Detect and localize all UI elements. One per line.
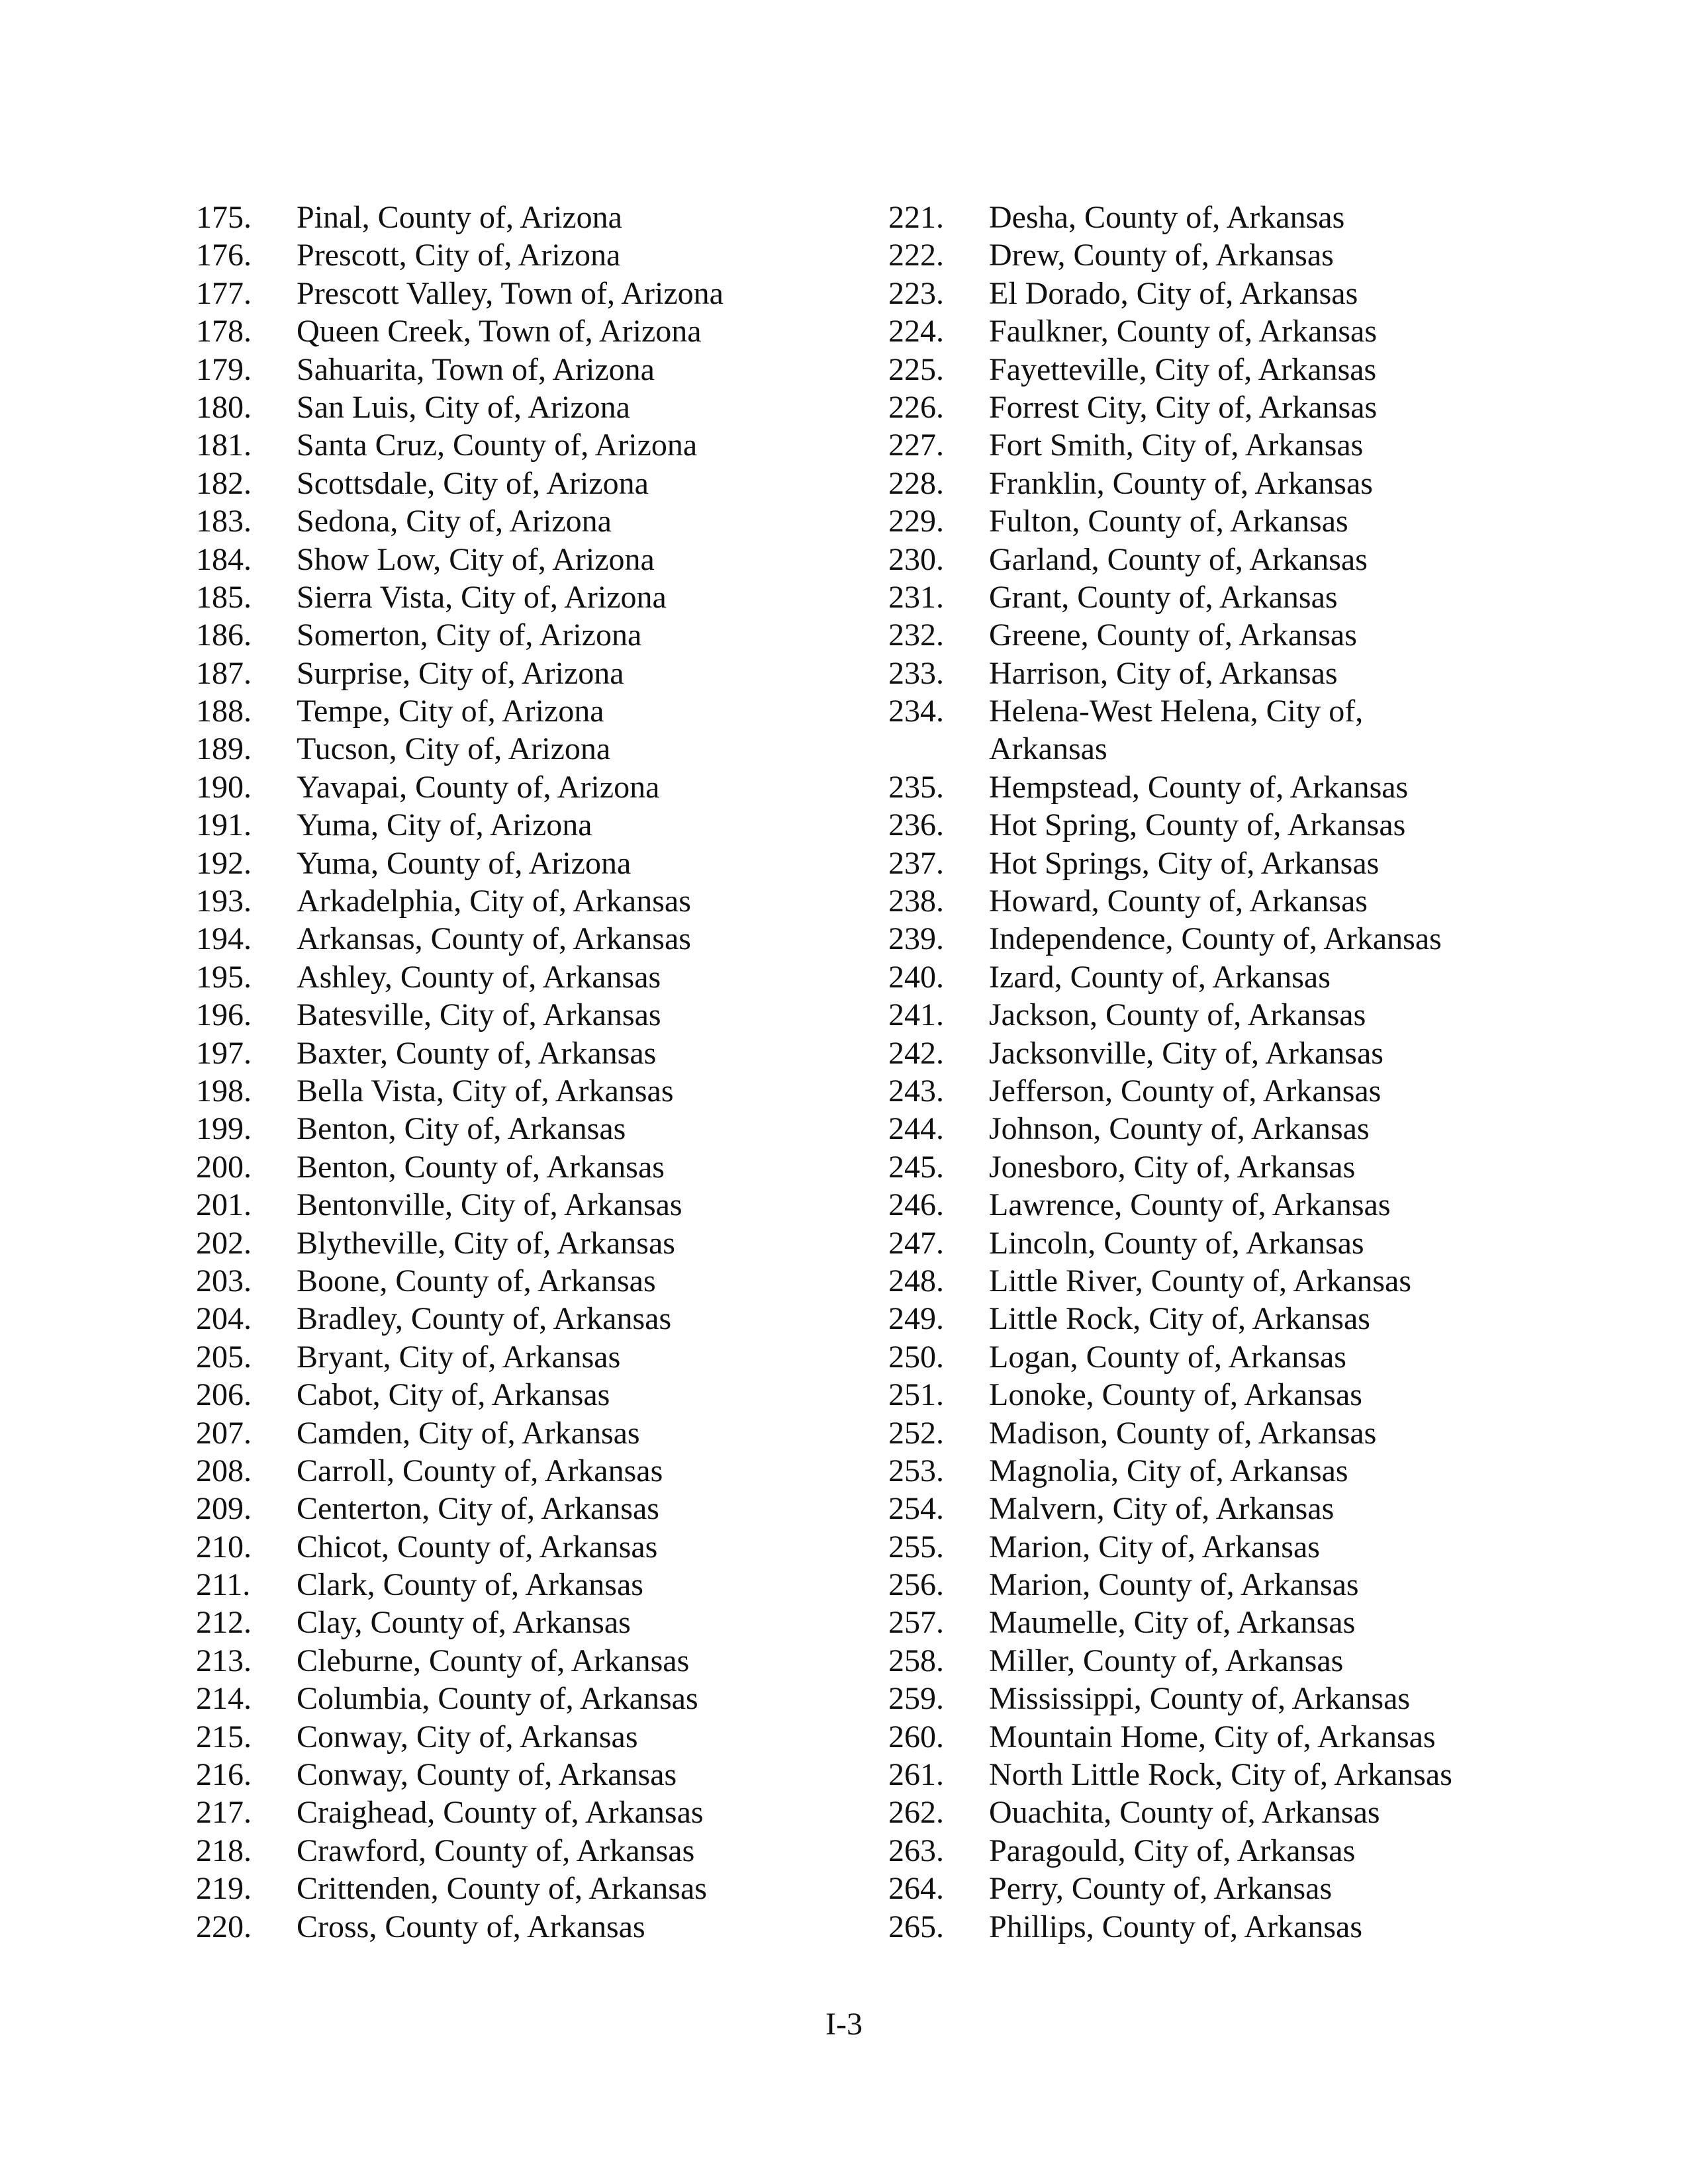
item-number: 222.: [888, 238, 944, 273]
item-name: Sedona, City of, Arizona: [297, 504, 612, 539]
item-number: 192.: [196, 845, 252, 881]
item-name: Jacksonville, City of, Arkansas: [989, 1035, 1383, 1071]
item-name: Logan, County of, Arkansas: [989, 1339, 1346, 1375]
item-number: 258.: [888, 1643, 944, 1678]
item-name: Hot Springs, City of, Arkansas: [989, 845, 1380, 881]
list-item: [888, 1528, 1557, 1566]
list-item: [888, 1414, 1557, 1452]
item-name: Crittenden, County of, Arkansas: [297, 1871, 707, 1907]
list-item: [196, 958, 858, 996]
item-name: Bella Vista, City of, Arkansas: [297, 1073, 674, 1109]
item-number: 264.: [888, 1871, 944, 1907]
item-name: Independence, County of, Arkansas: [989, 921, 1442, 957]
item-name: Prescott Valley, Town of, Arizona: [297, 275, 724, 311]
item-name: Tucson, City of, Arizona: [297, 731, 611, 767]
list-item: [888, 1490, 1557, 1527]
item-name: Craighead, County of, Arkansas: [297, 1795, 704, 1831]
list-item: [888, 958, 1557, 996]
list-item: [888, 1376, 1557, 1414]
list-item: [888, 1338, 1557, 1376]
list-item: [196, 616, 858, 654]
item-name: Harrison, City of, Arkansas: [989, 655, 1338, 691]
list-item: [196, 1034, 858, 1072]
item-number: 241.: [888, 997, 944, 1033]
list-item: [888, 275, 1557, 312]
item-name: Drew, County of, Arkansas: [989, 238, 1334, 273]
left-column-list: [196, 199, 858, 1946]
item-name: Jonesboro, City of, Arkansas: [989, 1149, 1356, 1185]
item-number: 187.: [196, 655, 252, 691]
item-number: 180.: [196, 389, 252, 425]
list-item: [888, 388, 1557, 426]
item-number: 234.: [888, 694, 944, 729]
item-number: 220.: [196, 1909, 252, 1944]
list-item: [196, 312, 858, 350]
list-item: [888, 502, 1557, 540]
list-item: [196, 1300, 858, 1338]
item-name: Jackson, County of, Arkansas: [989, 997, 1366, 1033]
item-number: 204.: [196, 1301, 252, 1337]
list-item: [196, 578, 858, 616]
item-name: Sierra Vista, City of, Arizona: [297, 579, 667, 615]
item-number: 197.: [196, 1035, 252, 1071]
item-number: 242.: [888, 1035, 944, 1071]
item-name: Arkansas, County of, Arkansas: [297, 921, 691, 957]
list-item: [888, 692, 1557, 768]
item-number: 177.: [196, 275, 252, 311]
list-item: [196, 806, 858, 844]
list-item: [196, 1262, 858, 1300]
list-item: [888, 1072, 1557, 1110]
list-item: [888, 351, 1557, 388]
item-name: Garland, County of, Arkansas: [989, 541, 1368, 577]
item-number: 257.: [888, 1605, 944, 1641]
item-number: 250.: [888, 1339, 944, 1375]
item-name: Magnolia, City of, Arkansas: [989, 1453, 1348, 1488]
item-name: Perry, County of, Arkansas: [989, 1871, 1333, 1907]
item-name: Tempe, City of, Arizona: [297, 694, 604, 729]
item-number: 249.: [888, 1301, 944, 1337]
item-name: Mississippi, County of, Arkansas: [989, 1681, 1411, 1717]
item-number: 194.: [196, 921, 252, 957]
item-number: 233.: [888, 655, 944, 691]
item-name: Hempstead, County of, Arkansas: [989, 769, 1409, 805]
item-name: Conway, City of, Arkansas: [297, 1719, 638, 1754]
item-number: 223.: [888, 275, 944, 311]
item-number: 263.: [888, 1833, 944, 1868]
item-number: 253.: [888, 1453, 944, 1488]
item-name: Fayetteville, City of, Arkansas: [989, 351, 1377, 387]
list-item: [196, 1186, 858, 1224]
list-item: [196, 1756, 858, 1794]
item-name: Scottsdale, City of, Arizona: [297, 465, 649, 501]
list-item: [196, 1148, 858, 1186]
item-name: Desha, County of, Arkansas: [989, 200, 1345, 235]
item-number: 260.: [888, 1719, 944, 1754]
item-number: 230.: [888, 541, 944, 577]
list-item: [888, 1262, 1557, 1300]
item-name: Arkadelphia, City of, Arkansas: [297, 884, 691, 919]
item-number: 221.: [888, 200, 944, 235]
list-item: [888, 236, 1557, 274]
item-name: Carroll, County of, Arkansas: [297, 1453, 663, 1488]
list-item: [196, 1794, 858, 1831]
item-number: 200.: [196, 1149, 252, 1185]
list-item: [888, 312, 1557, 350]
item-number: 183.: [196, 504, 252, 539]
item-number: 175.: [196, 200, 252, 235]
item-number: 261.: [888, 1757, 944, 1793]
item-name: Show Low, City of, Arizona: [297, 541, 655, 577]
item-number: 238.: [888, 884, 944, 919]
item-name: Queen Creek, Town of, Arizona: [297, 314, 702, 349]
item-number: 209.: [196, 1491, 252, 1527]
item-number: 211.: [196, 1567, 251, 1603]
item-number: 186.: [196, 617, 252, 653]
item-name: Columbia, County of, Arkansas: [297, 1681, 698, 1717]
item-number: 201.: [196, 1187, 252, 1223]
item-number: 218.: [196, 1833, 252, 1868]
item-number: 229.: [888, 504, 944, 539]
item-name: Lonoke, County of, Arkansas: [989, 1377, 1362, 1413]
list-item: [888, 844, 1557, 882]
list-item: [196, 996, 858, 1034]
list-item: [888, 1718, 1557, 1756]
list-item: [888, 616, 1557, 654]
item-name: El Dorado, City of, Arkansas: [989, 275, 1358, 311]
list-item: [196, 351, 858, 388]
item-name: Greene, County of, Arkansas: [989, 617, 1357, 653]
item-name: Izard, County of, Arkansas: [989, 959, 1331, 995]
list-item: [888, 1642, 1557, 1680]
item-name: Forrest City, City of, Arkansas: [989, 389, 1378, 425]
list-item: [196, 502, 858, 540]
item-number: 224.: [888, 314, 944, 349]
list-item: [888, 1148, 1557, 1186]
item-name: Johnson, County of, Arkansas: [989, 1111, 1370, 1147]
item-number: 188.: [196, 694, 252, 729]
item-name: Phillips, County of, Arkansas: [989, 1909, 1363, 1944]
item-name: Fulton, County of, Arkansas: [989, 504, 1348, 539]
item-number: 243.: [888, 1073, 944, 1109]
list-item: [888, 655, 1557, 692]
item-number: 190.: [196, 769, 252, 805]
list-item: [888, 1680, 1557, 1717]
list-item: [888, 199, 1557, 236]
item-name: Surprise, City of, Arizona: [297, 655, 624, 691]
item-number: 251.: [888, 1377, 944, 1413]
list-item: [888, 806, 1557, 844]
item-number: 265.: [888, 1909, 944, 1944]
item-name: Boone, County of, Arkansas: [297, 1263, 656, 1298]
list-item: [888, 1110, 1557, 1148]
item-number: 199.: [196, 1111, 252, 1147]
item-name: Little Rock, City of, Arkansas: [989, 1301, 1370, 1337]
list-item: [888, 1908, 1557, 1946]
item-name: Sahuarita, Town of, Arizona: [297, 351, 655, 387]
list-item: [888, 465, 1557, 502]
item-name: Prescott, City of, Arizona: [297, 238, 621, 273]
list-item: [196, 541, 858, 578]
item-number: 216.: [196, 1757, 252, 1793]
item-name: Benton, City of, Arkansas: [297, 1111, 626, 1147]
list-item: [196, 426, 858, 464]
list-item: [196, 275, 858, 312]
item-number: 244.: [888, 1111, 944, 1147]
list-item: [888, 1224, 1557, 1262]
item-name: Santa Cruz, County of, Arizona: [297, 428, 698, 463]
list-item: [888, 426, 1557, 464]
item-number: 237.: [888, 845, 944, 881]
list-item: [888, 1832, 1557, 1870]
list-item: [196, 465, 858, 502]
page-number: I-3: [825, 2007, 863, 2042]
item-number: 178.: [196, 314, 252, 349]
list-item: [196, 1680, 858, 1717]
item-number: 198.: [196, 1073, 252, 1109]
item-number: 214.: [196, 1681, 252, 1717]
item-name: Bryant, City of, Arkansas: [297, 1339, 621, 1375]
item-number: 262.: [888, 1795, 944, 1831]
item-name: Cross, County of, Arkansas: [297, 1909, 645, 1944]
list-item: [196, 1870, 858, 1907]
item-number: 189.: [196, 731, 252, 767]
item-name: Baxter, County of, Arkansas: [297, 1035, 657, 1071]
list-item: [196, 1072, 858, 1110]
item-number: 252.: [888, 1415, 944, 1451]
item-name: Hot Spring, County of, Arkansas: [989, 807, 1406, 843]
item-name: Yavapai, County of, Arizona: [297, 769, 660, 805]
item-number: 235.: [888, 769, 944, 805]
item-number: 182.: [196, 465, 252, 501]
item-number: 255.: [888, 1529, 944, 1565]
item-name: Yuma, City of, Arizona: [297, 807, 592, 843]
item-name: Batesville, City of, Arkansas: [297, 997, 661, 1033]
item-number: 239.: [888, 921, 944, 957]
list-item: [888, 578, 1557, 616]
list-item: [196, 1604, 858, 1641]
item-name: Camden, City of, Arkansas: [297, 1415, 640, 1451]
item-number: 179.: [196, 351, 252, 387]
item-name: Jefferson, County of, Arkansas: [989, 1073, 1382, 1109]
item-name: Benton, County of, Arkansas: [297, 1149, 665, 1185]
item-name: San Luis, City of, Arizona: [297, 389, 630, 425]
item-number: 254.: [888, 1491, 944, 1527]
right-column-list: [888, 199, 1557, 1946]
list-item: [888, 1756, 1557, 1794]
list-item: [196, 1110, 858, 1148]
item-number: 247.: [888, 1225, 944, 1261]
list-item: [196, 1338, 858, 1376]
list-item: [888, 1794, 1557, 1831]
item-number: 205.: [196, 1339, 252, 1375]
item-number: 202.: [196, 1225, 252, 1261]
list-item: [196, 768, 858, 806]
item-number: 184.: [196, 541, 252, 577]
item-name: Conway, County of, Arkansas: [297, 1757, 677, 1793]
item-number: 185.: [196, 579, 252, 615]
item-number: 228.: [888, 465, 944, 501]
item-number: 208.: [196, 1453, 252, 1488]
item-number: 240.: [888, 959, 944, 995]
item-name: Little River, County of, Arkansas: [989, 1263, 1411, 1298]
item-name: Bentonville, City of, Arkansas: [297, 1187, 682, 1223]
item-name: Marion, City of, Arkansas: [989, 1529, 1320, 1565]
list-item: [196, 1376, 858, 1414]
list-item: [196, 199, 858, 236]
list-item: [196, 844, 858, 882]
item-name: Paragould, City of, Arkansas: [989, 1833, 1356, 1868]
item-name: North Little Rock, City of, Arkansas: [989, 1757, 1452, 1793]
item-name: Faulkner, County of, Arkansas: [989, 314, 1378, 349]
item-name: Bradley, County of, Arkansas: [297, 1301, 672, 1337]
item-name: Centerton, City of, Arkansas: [297, 1491, 659, 1527]
list-item: [196, 730, 858, 768]
list-item: [888, 1186, 1557, 1224]
item-name: Yuma, County of, Arizona: [297, 845, 632, 881]
item-name: Mountain Home, City of, Arkansas: [989, 1719, 1436, 1754]
list-item: [196, 388, 858, 426]
item-number: 245.: [888, 1149, 944, 1185]
list-item: [888, 1604, 1557, 1641]
item-name: Crawford, County of, Arkansas: [297, 1833, 695, 1868]
list-item: [196, 882, 858, 920]
item-number: 219.: [196, 1871, 252, 1907]
list-item: [888, 768, 1557, 806]
item-number: 207.: [196, 1415, 252, 1451]
item-number: 226.: [888, 389, 944, 425]
item-name: Blytheville, City of, Arkansas: [297, 1225, 675, 1261]
list-item: [196, 1832, 858, 1870]
item-number: 193.: [196, 884, 252, 919]
item-name: Ouachita, County of, Arkansas: [989, 1795, 1380, 1831]
item-number: 227.: [888, 428, 944, 463]
list-item: [888, 1034, 1557, 1072]
list-item: [888, 1870, 1557, 1907]
item-number: 217.: [196, 1795, 252, 1831]
item-number: 246.: [888, 1187, 944, 1223]
list-item: [196, 655, 858, 692]
item-name: Lincoln, County of, Arkansas: [989, 1225, 1364, 1261]
item-name: Howard, County of, Arkansas: [989, 884, 1368, 919]
item-number: 181.: [196, 428, 252, 463]
item-name: Malvern, City of, Arkansas: [989, 1491, 1335, 1527]
list-item: [888, 1452, 1557, 1490]
item-number: 191.: [196, 807, 252, 843]
list-item: [196, 692, 858, 730]
list-item: [196, 1528, 858, 1566]
item-name: Clay, County of, Arkansas: [297, 1605, 631, 1641]
item-number: 213.: [196, 1643, 252, 1678]
list-item: [888, 541, 1557, 578]
list-item: [888, 882, 1557, 920]
item-number: 176.: [196, 238, 252, 273]
list-item: [196, 1224, 858, 1262]
item-number: 195.: [196, 959, 252, 995]
item-name: Ashley, County of, Arkansas: [297, 959, 661, 995]
item-number: 231.: [888, 579, 944, 615]
item-name: Cabot, City of, Arkansas: [297, 1377, 610, 1413]
item-name: Miller, County of, Arkansas: [989, 1643, 1344, 1678]
item-name: Cleburne, County of, Arkansas: [297, 1643, 690, 1678]
list-item: [888, 920, 1557, 958]
item-number: 215.: [196, 1719, 252, 1754]
list-item: [196, 1718, 858, 1756]
item-number: 196.: [196, 997, 252, 1033]
item-name: Madison, County of, Arkansas: [989, 1415, 1377, 1451]
item-number: 203.: [196, 1263, 252, 1298]
item-name: Fort Smith, City of, Arkansas: [989, 428, 1364, 463]
item-number: 210.: [196, 1529, 252, 1565]
list-item: [196, 1490, 858, 1527]
list-item: [196, 236, 858, 274]
item-number: 256.: [888, 1567, 944, 1603]
list-item: [196, 1566, 858, 1604]
item-number: 212.: [196, 1605, 252, 1641]
list-item: [888, 1566, 1557, 1604]
item-name: Somerton, City of, Arizona: [297, 617, 642, 653]
list-item: [196, 920, 858, 958]
item-name: Marion, County of, Arkansas: [989, 1567, 1359, 1603]
item-number: 206.: [196, 1377, 252, 1413]
item-number: 248.: [888, 1263, 944, 1298]
item-name: Pinal, County of, Arizona: [297, 200, 622, 235]
item-name: Franklin, County of, Arkansas: [989, 465, 1373, 501]
item-number: 225.: [888, 351, 944, 387]
item-name: Lawrence, County of, Arkansas: [989, 1187, 1391, 1223]
item-name: Clark, County of, Arkansas: [297, 1567, 643, 1603]
list-item: [196, 1908, 858, 1946]
item-name: Helena-West Helena, City of, Arkansas: [989, 694, 1364, 767]
item-number: 236.: [888, 807, 944, 843]
item-name: Grant, County of, Arkansas: [989, 579, 1338, 615]
list-item: [888, 996, 1557, 1034]
item-number: 259.: [888, 1681, 944, 1717]
list-item: [196, 1642, 858, 1680]
list-item: [888, 1300, 1557, 1338]
list-item: [196, 1452, 858, 1490]
item-number: 232.: [888, 617, 944, 653]
item-name: Maumelle, City of, Arkansas: [989, 1605, 1356, 1641]
item-name: Chicot, County of, Arkansas: [297, 1529, 658, 1565]
list-item: [196, 1414, 858, 1452]
